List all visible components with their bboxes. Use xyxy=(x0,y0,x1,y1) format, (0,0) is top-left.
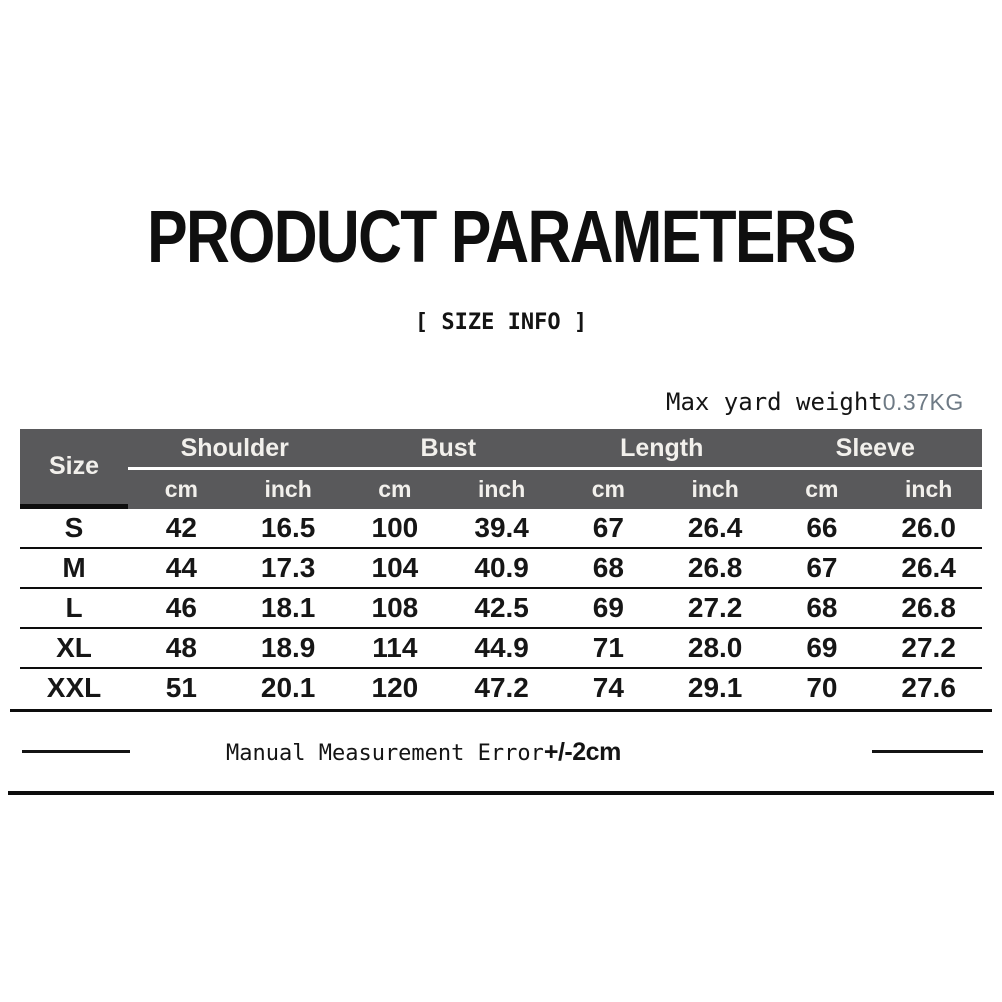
table-cell: 68 xyxy=(769,589,876,629)
table-cell: 26.4 xyxy=(662,509,769,549)
measurement-note xyxy=(226,738,621,767)
table-cell: 18.1 xyxy=(235,589,342,629)
size-cell: XXL xyxy=(20,669,128,707)
group-header-length: Length xyxy=(555,429,769,470)
table-cell: 120 xyxy=(342,669,449,707)
table-cell: 42.5 xyxy=(448,589,555,629)
measurement-note-label: Manual Measurement Error xyxy=(226,741,544,766)
table-cell: 26.8 xyxy=(662,549,769,589)
group-header-shoulder: Shoulder xyxy=(128,429,342,470)
table-cell: 70 xyxy=(769,669,876,707)
unit-header-row xyxy=(20,470,982,509)
unit-header: inch xyxy=(662,470,769,509)
table-cell: 26.0 xyxy=(875,509,982,549)
unit-header: inch xyxy=(448,470,555,509)
group-header-bust: Bust xyxy=(342,429,556,470)
max-yard-weight xyxy=(666,388,964,416)
note-dash-right xyxy=(872,750,983,753)
size-cell: S xyxy=(20,509,128,549)
unit-header: cm xyxy=(128,470,235,509)
max-yard-weight-value: 0.37KG xyxy=(882,389,964,415)
table-cell: 20.1 xyxy=(235,669,342,707)
table-row xyxy=(20,549,982,589)
unit-header: cm xyxy=(342,470,449,509)
table-cell: 67 xyxy=(555,509,662,549)
table-cell: 27.2 xyxy=(662,589,769,629)
unit-header: inch xyxy=(875,470,982,509)
table-cell: 27.6 xyxy=(875,669,982,707)
table-cell: 71 xyxy=(555,629,662,669)
table-cell: 16.5 xyxy=(235,509,342,549)
size-cell: XL xyxy=(20,629,128,669)
table-row xyxy=(20,629,982,669)
size-table-header xyxy=(20,429,982,509)
table-cell: 27.2 xyxy=(875,629,982,669)
table-cell: 67 xyxy=(769,549,876,589)
table-cell: 100 xyxy=(342,509,449,549)
table-cell: 42 xyxy=(128,509,235,549)
table-cell: 69 xyxy=(555,589,662,629)
table-row xyxy=(20,669,982,707)
size-column-header: Size xyxy=(20,429,128,509)
table-cell: 39.4 xyxy=(448,509,555,549)
unit-header: inch xyxy=(235,470,342,509)
table-cell: 51 xyxy=(128,669,235,707)
max-yard-weight-label: Max yard weight xyxy=(666,388,883,416)
table-cell: 46 xyxy=(128,589,235,629)
table-cell: 66 xyxy=(769,509,876,549)
measurement-note-tolerance: +/-2cm xyxy=(543,738,621,766)
size-table-body xyxy=(20,509,982,707)
table-cell: 44.9 xyxy=(448,629,555,669)
table-cell: 17.3 xyxy=(235,549,342,589)
table-row xyxy=(20,509,982,549)
table-cell: 18.9 xyxy=(235,629,342,669)
table-cell: 28.0 xyxy=(662,629,769,669)
table-cell: 47.2 xyxy=(448,669,555,707)
table-cell: 29.1 xyxy=(662,669,769,707)
divider-line-table-bottom xyxy=(10,709,992,712)
note-dash-left xyxy=(22,750,130,753)
group-header-row xyxy=(20,429,982,470)
group-header-sleeve: Sleeve xyxy=(769,429,983,470)
divider-line-bottom xyxy=(8,791,994,795)
table-cell: 40.9 xyxy=(448,549,555,589)
table-cell: 48 xyxy=(128,629,235,669)
table-cell: 26.4 xyxy=(875,549,982,589)
size-table xyxy=(20,429,982,707)
table-cell: 26.8 xyxy=(875,589,982,629)
table-cell: 114 xyxy=(342,629,449,669)
page-title: PRODUCT PARAMETERS xyxy=(147,195,855,278)
table-cell: 68 xyxy=(555,549,662,589)
unit-header: cm xyxy=(769,470,876,509)
unit-header: cm xyxy=(555,470,662,509)
table-cell: 108 xyxy=(342,589,449,629)
size-cell: M xyxy=(20,549,128,589)
table-cell: 104 xyxy=(342,549,449,589)
table-row xyxy=(20,589,982,629)
page-subtitle: [ SIZE INFO ] xyxy=(414,310,588,335)
size-cell: L xyxy=(20,589,128,629)
table-cell: 74 xyxy=(555,669,662,707)
table-cell: 69 xyxy=(769,629,876,669)
table-cell: 44 xyxy=(128,549,235,589)
